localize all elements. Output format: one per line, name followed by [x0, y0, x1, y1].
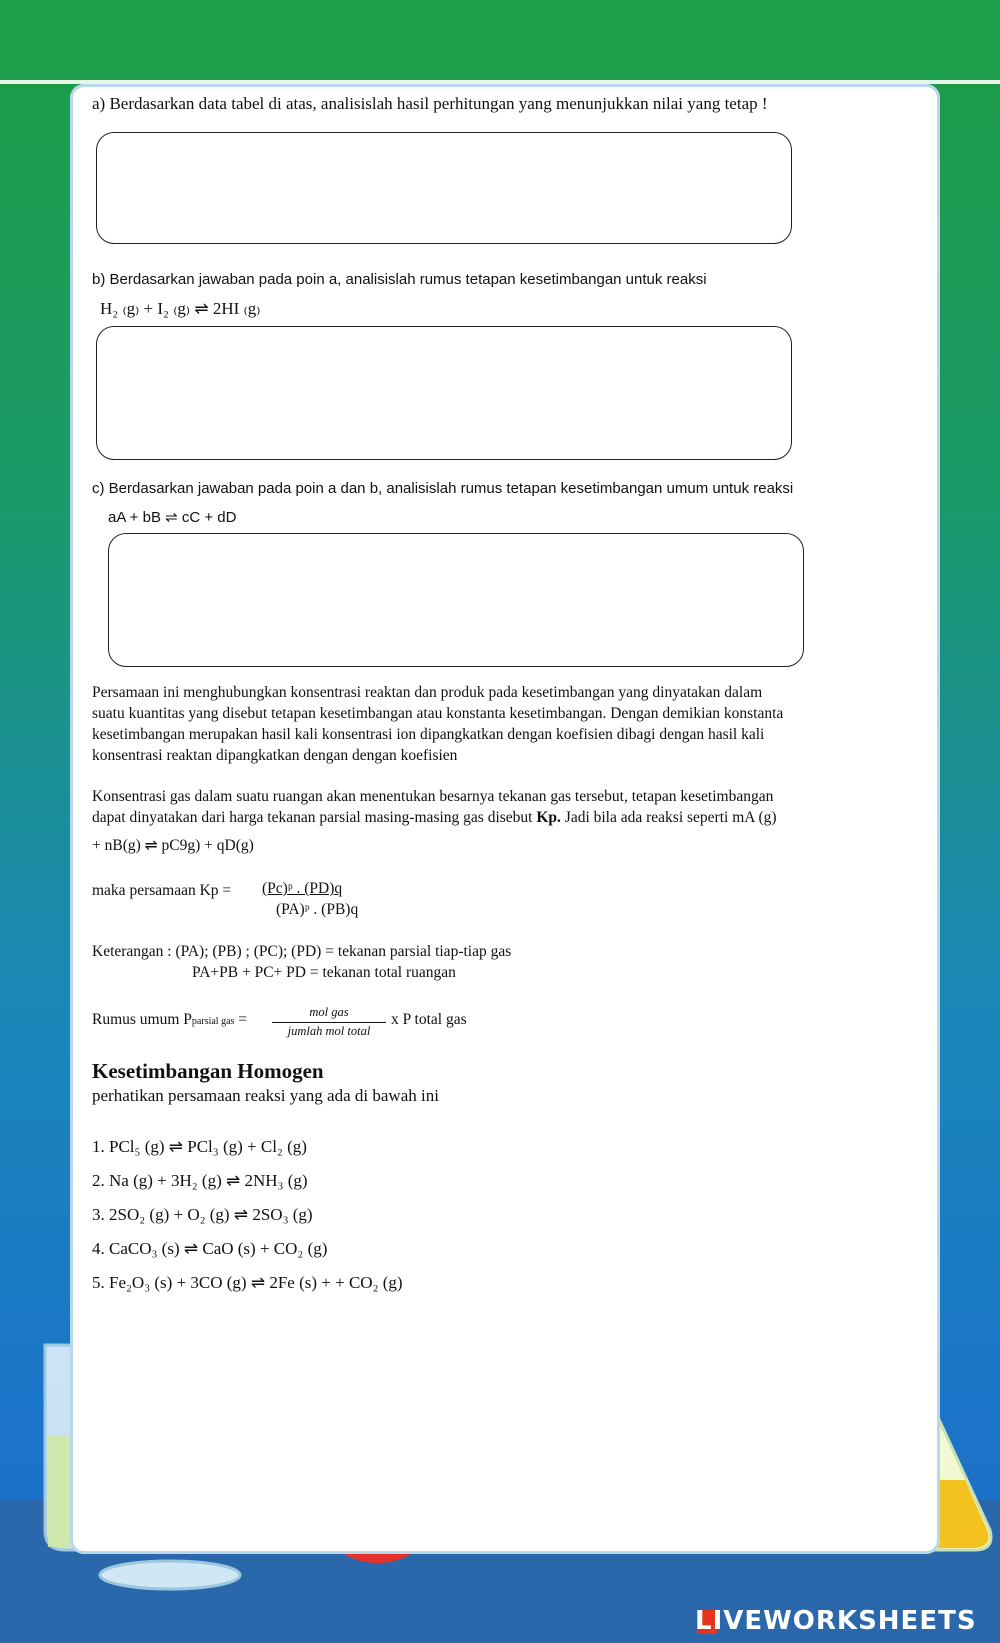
kp-numerator: (Pc)ᵖ . (PD)q	[262, 880, 343, 897]
section-intro: perhatikan persamaan reaksi yang ada di bawah ini	[92, 1086, 439, 1105]
paragraph-1-line-2: suatu kuantitas yang disebut tetapan kesetimbangan atau konstanta kesetimbangan. Dengan demikian konstanta	[92, 705, 784, 722]
keterangan-line-2: PA+PB + PC+ PD = tekanan total ruangan	[192, 964, 456, 981]
section-title: Kesetimbangan Homogen	[92, 1059, 324, 1083]
liveworksheets-watermark[interactable]: LIVEWORKSHEETS	[695, 1606, 977, 1636]
reaction-item: 2. Na (g) + 3H₂ (g) ⇌ 2NH₃ (g)	[92, 1171, 308, 1190]
kp-denominator: (PA)ᵖ . (PB)q	[276, 901, 359, 918]
top-banner	[0, 0, 1000, 84]
rumus-fraction-denominator: jumlah mol total	[287, 1024, 371, 1038]
paragraph-2-line-2-start: dapat dinyatakan dari harga tekanan parsial masing-masing gas disebut	[92, 809, 537, 826]
paragraph-2-line-3: + nB(g) ⇌ pC9g) + qD(g)	[92, 837, 254, 854]
answer-box-c[interactable]	[108, 533, 804, 667]
question-c-reaction: aA + bB ⇌ cC + dD	[108, 509, 237, 526]
reaction-item: 5. Fe₂O₃ (s) + 3CO (g) ⇌ 2Fe (s) + + CO₂ (g)	[92, 1273, 403, 1292]
reaction-item: 3. 2SO₂ (g) + O₂ (g) ⇌ 2SO₃ (g)	[92, 1205, 313, 1224]
paragraph-1-line-3: kesetimbangan merupakan hasil kali konsentrasi ion dipangkatkan dengan koefisien dibagi dengan hasil kali	[92, 726, 765, 743]
paragraph-1-line-4: konsentrasi reaktan dipangkatkan dengan dengan koefisien	[92, 747, 458, 764]
rumus-umum	[92, 1011, 247, 1029]
rumus-fraction-numerator: mol gas	[309, 1005, 349, 1019]
question-c-text: c) Berdasarkan jawaban pada poin a dan b, analisislah rumus tetapan kesetimbangan umum untuk reaksi	[92, 480, 794, 497]
reaction-item: 4. CaCO₃ (s) ⇌ CaO (s) + CO₂ (g)	[92, 1239, 328, 1258]
rumus-suffix: x P total gas	[391, 1011, 467, 1028]
rumus-equals: =	[234, 1011, 248, 1028]
question-a-text: a) Berdasarkan data tabel di atas, analisislah hasil perhitungan yang menunjukkan nilai yang tetap !	[92, 94, 768, 113]
paragraph-2-line-2	[92, 809, 777, 827]
paragraph-1-line-1: Persamaan ini menghubungkan konsentrasi reaktan dan produk pada kesetimbangan yang dinyatakan dalam	[92, 684, 763, 701]
rumus-fraction-bar	[272, 1022, 386, 1023]
petri-dish-icon	[100, 1561, 240, 1589]
paragraph-2-line-2-end: Jadi bila ada reaksi seperti mA (g)	[560, 809, 777, 826]
rumus-subscript: parsial gas	[191, 1016, 235, 1027]
question-b-reaction: H₂ ₍g₎ + I₂ ₍g₎ ⇌ 2HI ₍g₎	[100, 299, 261, 318]
keterangan-line-1: Keterangan : (PA); (PB) ; (PC); (PD) = tekanan parsial tiap-tiap gas	[92, 943, 512, 960]
reaction-item: 1. PCl₅ (g) ⇌ PCl₃ (g) + Cl₂ (g)	[92, 1137, 307, 1156]
rumus-prefix: Rumus umum P	[92, 1011, 192, 1028]
paragraph-2-line-1: Konsentrasi gas dalam suatu ruangan akan menentukan besarnya tekanan gas tersebut, tetapan kesetimbangan	[92, 788, 774, 805]
answer-box-a[interactable]	[96, 132, 792, 244]
answer-box-b[interactable]	[96, 326, 792, 460]
kp-term: Kp.	[536, 809, 561, 826]
kp-equation-prefix: maka persamaan Kp =	[92, 882, 232, 899]
question-b-text: b) Berdasarkan jawaban pada poin a, analisislah rumus tetapan kesetimbangan untuk reaksi	[92, 271, 707, 288]
